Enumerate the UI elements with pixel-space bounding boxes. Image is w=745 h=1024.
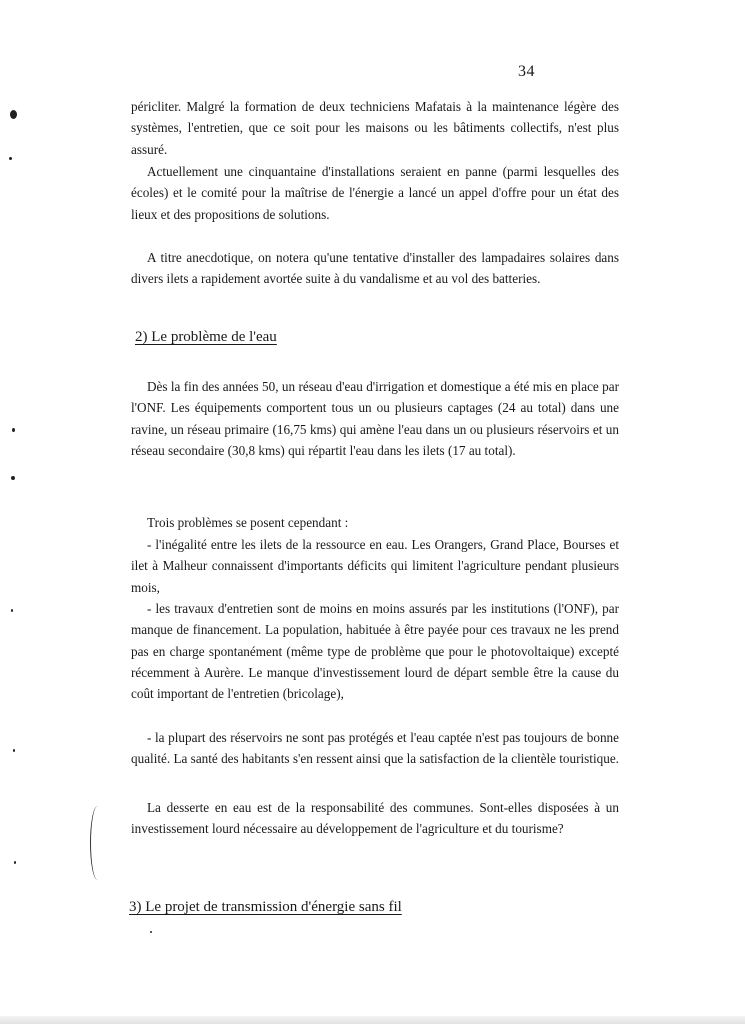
punch-hole-mark: [10, 110, 17, 119]
scan-speck: [150, 931, 152, 933]
scan-speck: [13, 749, 15, 752]
scan-speck: [11, 476, 15, 480]
paragraph-desserte: La desserte en eau est de la responsabilité des communes. Sont-elles disposées à un investissement lourd nécessaire au développement de l'agriculture et du tourisme?: [131, 800, 619, 837]
paragraph-problemes: Trois problèmes se posent cependant :: [147, 515, 349, 530]
list-item-entretien: - les travaux d'entretien sont de moins en moins assurés par les institutions (l'ONF), par manque de financement. La population, habituée à être payée pour ces travaux ne les prend pas en charge spontanément (même type de problème que pour le photovoltaique) excepté récemment à Aurère. Le manque d'investissement lourd de départ semble être la cause du coût important de l'entretien (bricolage),: [131, 601, 619, 702]
page-number: 34: [518, 63, 535, 80]
margin-bracket-mark: [90, 806, 105, 880]
scan-bottom-edge: [0, 1016, 745, 1024]
section-2-heading: 2) Le problème de l'eau: [135, 329, 277, 345]
paragraph-reseau: Dès la fin des années 50, un réseau d'eau d'irrigation et domestique a été mis en place par l'ONF. Les équipements comportent tous un ou plusieurs captages (24 au total) dans une ravine, un réseau primaire (16,75 kms) qui amène l'eau dans un ou plusieurs réservoirs et un réseau secondaire (30,8 kms) qui répartit l'eau dans les ilets (17 au total).: [131, 379, 619, 458]
scan-speck: [12, 428, 15, 432]
paragraph-anecdote: A titre anecdotique, on notera qu'une tentative d'installer des lampadaires solaires dans divers ilets a rapidement avortée suite à du vandalisme et au vol des batteries.: [131, 250, 619, 287]
scan-speck: [11, 609, 13, 612]
scan-speck: [9, 157, 12, 160]
section-3-heading: 3) Le projet de transmission d'énergie sans fil: [129, 899, 402, 915]
scan-speck: [14, 861, 16, 864]
list-item-reservoirs: - la plupart des réservoirs ne sont pas protégés et l'eau captée n'est pas toujours de bonne qualité. La santé des habitants s'en ressent ainsi que la satisfaction de la clientèle touristique.: [131, 730, 619, 767]
list-item-inegalite: - l'inégalité entre les ilets de la ressource en eau. Les Orangers, Grand Place, Bourses et ilet à Malheur connaissent d'importants déficits qui limitent l'agriculture pendant plusieurs mois,: [131, 537, 619, 595]
paragraph-intro: péricliter. Malgré la formation de deux techniciens Mafatais à la maintenance légère des systèmes, l'entretien, que ce soit pour les maisons ou les bâtiments collectifs, n'est plus assuré.: [131, 99, 619, 157]
paragraph-installations: Actuellement une cinquantaine d'installations seraient en panne (parmi lesquelles des écoles) et le comité pour la maîtrise de l'énergie a lancé un appel d'offre pour un état des lieux et des propositions de solutions.: [131, 164, 619, 222]
